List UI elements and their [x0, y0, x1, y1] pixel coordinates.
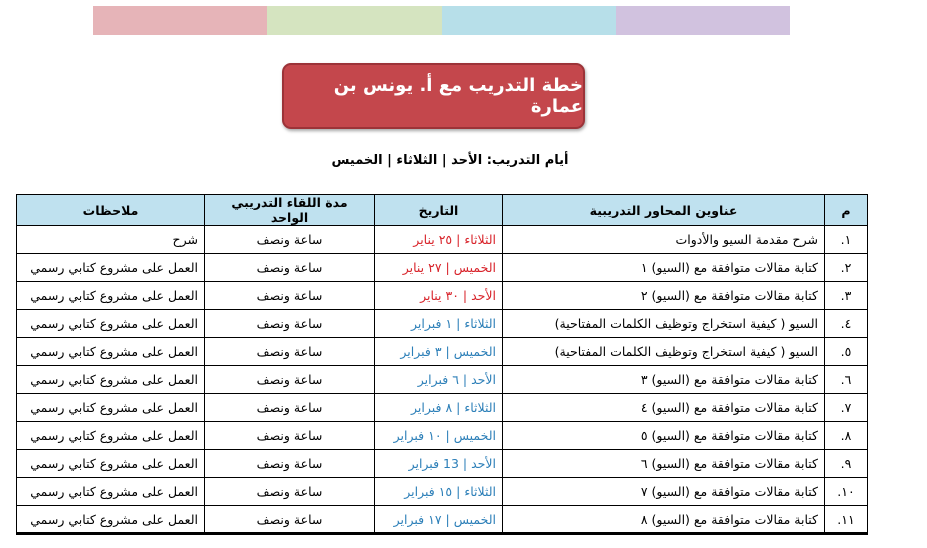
row-topic: كتابة مقالات متوافقة مع (السيو) ٤ — [503, 394, 825, 422]
row-topic: كتابة مقالات متوافقة مع (السيو) ٦ — [503, 450, 825, 478]
row-number: ١١. — [825, 506, 868, 534]
header-topic: عناوين المحاور التدريبية — [503, 195, 825, 226]
row-duration: ساعة ونصف — [205, 282, 375, 310]
row-date: الأحد | ٣٠ يناير — [375, 282, 503, 310]
training-days: أيام التدريب: الأحد | الثلاثاء | الخميس — [331, 153, 569, 168]
row-duration: ساعة ونصف — [205, 506, 375, 534]
color-segment-green — [267, 6, 441, 35]
row-duration: ساعة ونصف — [205, 450, 375, 478]
row-duration: ساعة ونصف — [205, 422, 375, 450]
row-topic: كتابة مقالات متوافقة مع (السيو) ١ — [503, 254, 825, 282]
row-date: الخميس | ٣ فبراير — [375, 338, 503, 366]
row-date: الأحد | ٦ فبراير — [375, 366, 503, 394]
row-notes: العمل على مشروع كتابي رسمي — [17, 254, 205, 282]
color-segment-pink — [93, 6, 267, 35]
color-segment-purple — [616, 6, 790, 35]
table-row — [17, 422, 868, 450]
plan-title-box — [282, 63, 585, 129]
table-row — [17, 450, 868, 478]
table-row — [17, 366, 868, 394]
row-notes: العمل على مشروع كتابي رسمي — [17, 338, 205, 366]
row-number: ١٠. — [825, 478, 868, 506]
row-topic: السيو ( كيفية استخراج وتوظيف الكلمات المفتاحية) — [503, 310, 825, 338]
row-topic: كتابة مقالات متوافقة مع (السيو) ٧ — [503, 478, 825, 506]
row-notes: العمل على مشروع كتابي رسمي — [17, 310, 205, 338]
row-notes: العمل على مشروع كتابي رسمي — [17, 422, 205, 450]
row-number: ٧. — [825, 394, 868, 422]
color-segment-blue — [442, 6, 616, 35]
row-number: ٨. — [825, 422, 868, 450]
color-bar — [93, 6, 790, 35]
row-duration: ساعة ونصف — [205, 478, 375, 506]
row-topic: كتابة مقالات متوافقة مع (السيو) ٣ — [503, 366, 825, 394]
row-duration: ساعة ونصف — [205, 338, 375, 366]
table-row — [17, 478, 868, 506]
table-row — [17, 254, 868, 282]
row-number: ٣. — [825, 282, 868, 310]
row-duration: ساعة ونصف — [205, 226, 375, 254]
row-date: الثلاثاء | ٢٥ يناير — [375, 226, 503, 254]
row-number: ٩. — [825, 450, 868, 478]
table-row — [17, 506, 868, 534]
table-row — [17, 310, 868, 338]
row-notes: العمل على مشروع كتابي رسمي — [17, 506, 205, 534]
row-number: ٦. — [825, 366, 868, 394]
row-duration: ساعة ونصف — [205, 366, 375, 394]
table-row — [17, 226, 868, 254]
row-notes: العمل على مشروع كتابي رسمي — [17, 478, 205, 506]
row-topic: السيو ( كيفية استخراج وتوظيف الكلمات المفتاحية) — [503, 338, 825, 366]
row-topic: كتابة مقالات متوافقة مع (السيو) ٥ — [503, 422, 825, 450]
row-notes: العمل على مشروع كتابي رسمي — [17, 450, 205, 478]
row-date: الخميس | ٢٧ يناير — [375, 254, 503, 282]
table-row — [17, 394, 868, 422]
row-number: ٥. — [825, 338, 868, 366]
row-duration: ساعة ونصف — [205, 394, 375, 422]
plan-title: خطة التدريب مع أ. يونس بن عمارة — [333, 75, 583, 117]
row-duration: ساعة ونصف — [205, 254, 375, 282]
row-date: الخميس | ١٧ فبراير — [375, 506, 503, 534]
row-date: الثلاثاء | ١ فبراير — [375, 310, 503, 338]
table-header-row — [17, 195, 868, 226]
header-duration: مدة اللقاء التدريبي الواحد — [205, 195, 375, 226]
header-notes: ملاحظات — [17, 195, 205, 226]
header-num: م — [825, 195, 868, 226]
row-number: ٤. — [825, 310, 868, 338]
row-number: ٢. — [825, 254, 868, 282]
row-date: الأحد | 13 فبراير — [375, 450, 503, 478]
row-date: الثلاثاء | ١٥ فبراير — [375, 478, 503, 506]
row-date: الثلاثاء | ٨ فبراير — [375, 394, 503, 422]
row-notes: العمل على مشروع كتابي رسمي — [17, 282, 205, 310]
training-plan-table — [16, 194, 868, 535]
row-notes: العمل على مشروع كتابي رسمي — [17, 394, 205, 422]
row-date: الخميس | ١٠ فبراير — [375, 422, 503, 450]
row-topic: كتابة مقالات متوافقة مع (السيو) ٨ — [503, 506, 825, 534]
row-number: ١. — [825, 226, 868, 254]
row-notes: شرح — [17, 226, 205, 254]
row-notes: العمل على مشروع كتابي رسمي — [17, 366, 205, 394]
header-date: التاريخ — [375, 195, 503, 226]
table-row — [17, 338, 868, 366]
table-body — [17, 226, 868, 534]
row-duration: ساعة ونصف — [205, 310, 375, 338]
table-row — [17, 282, 868, 310]
row-topic: كتابة مقالات متوافقة مع (السيو) ٢ — [503, 282, 825, 310]
row-topic: شرح مقدمة السيو والأدوات — [503, 226, 825, 254]
